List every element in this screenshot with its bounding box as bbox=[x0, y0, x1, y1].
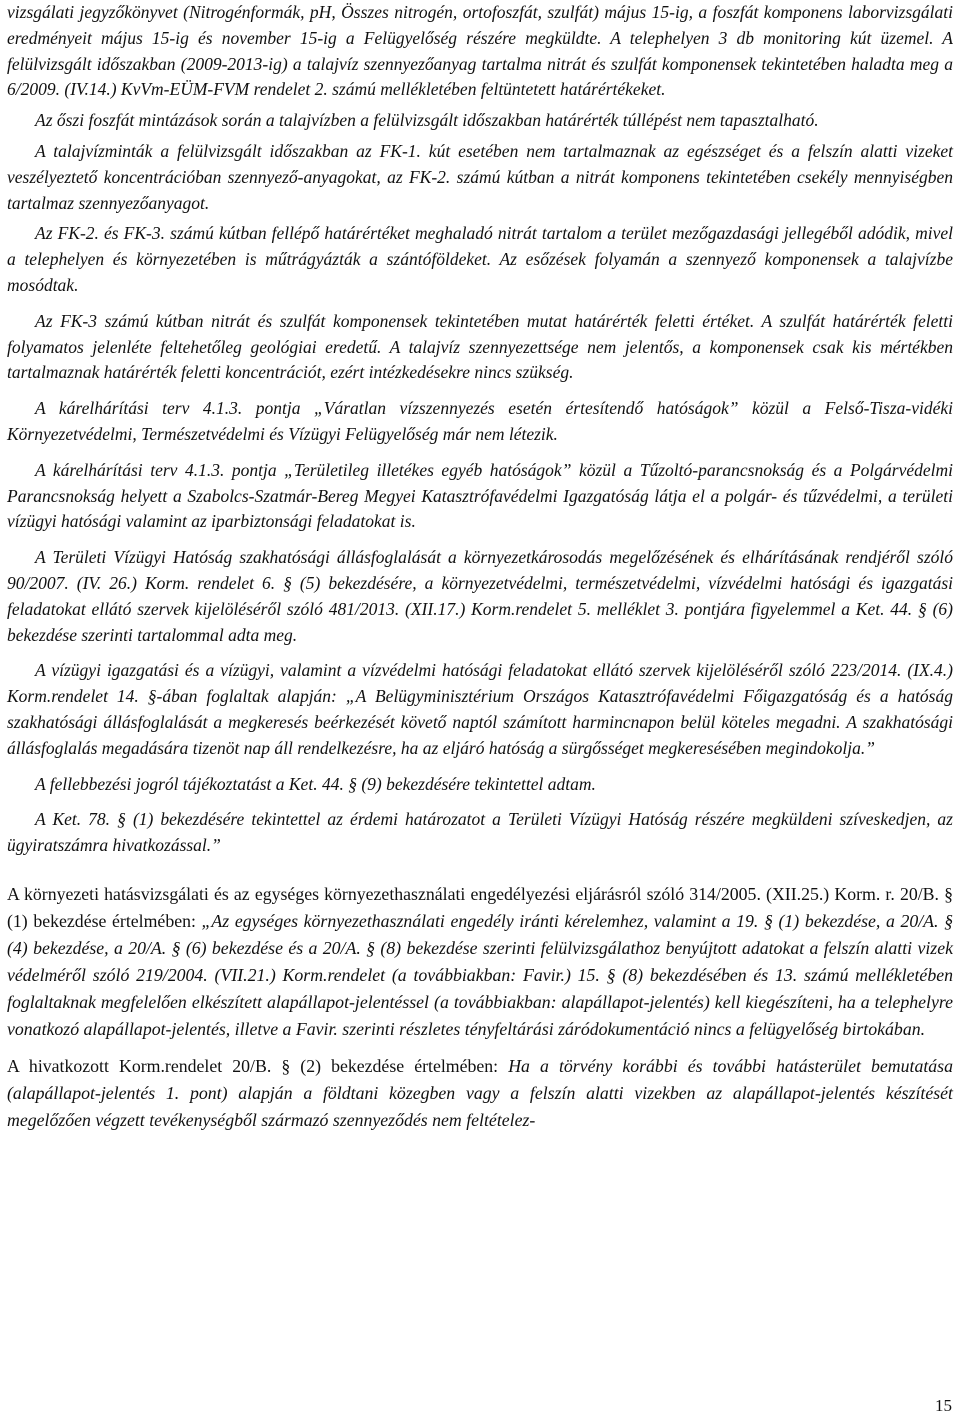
paragraph-11: A Ket. 78. § (1) bekezdésére tekintettel az érdemi határozatot a Területi Vízügyi Hatóság részére megküldeni szíveskedjen, az ügyiratszámra hivatkozással.” bbox=[7, 809, 953, 856]
paragraph-7: A kárelhárítási terv 4.1.3. pontja „Területileg illetékes egyéb hatóságok” közül a Tűzoltó-parancsnokság és a Polgárvédelmi Parancsnokság helyett a Szabolcs-Szatmár-Bereg Megyei Katasztrófavédelmi Igazgatóság látja el a polgár- és tűzvédelmi, a területi vízügyi hatósági valamint az iparbiztonsági feladatokat is. bbox=[7, 459, 953, 532]
paragraph-12-lead: A környezeti hatásvizsgálati és az egységes környezethasználati engedélyezési eljárásról szóló 314/2005. (XII.25.) Korm. r. 20/B. § (1) bekezdése értelmében: bbox=[7, 883, 953, 931]
paragraph-5: Az FK-3 számú kútban nitrát és szulfát komponensek tekintetében mutat határérték feletti értéket. A szulfát határérték feletti folyamatos jelenléte feltehetőleg geológiai eredetű. A talajvíz szennyezettsége nem jelentős, a komponensek csak kis mértékben tartalmaznak határérték feletti koncentrációt, ezért intézkedésekre nincs szükség. bbox=[7, 310, 953, 383]
paragraph-2: Az őszi foszfát mintázások során a talajvízben a felülvizsgált időszakban határérték túllépést nem tapasztalható. bbox=[35, 110, 819, 131]
paragraph-13-lead: A hivatkozott Korm.rendelet 20/B. § (2) bekezdése értelmében: bbox=[7, 1055, 509, 1076]
paragraph-3: A talajvízminták a felülvizsgált időszakban az FK-1. kút esetében nem tartalmaznak az egészséget és a felszín alatti vizeket veszélyeztető koncentrációban szennyező-anyagokat, az FK-2. számú kútban a nitrát komponens tekintetében csekély mennyiségben tartalmaz szennyezőanyagot. bbox=[7, 140, 953, 213]
paragraph-12 bbox=[7, 881, 953, 1043]
paragraph-9: A vízügyi igazgatási és a vízügyi, valamint a vízvédelmi hatósági feladatokat ellátó szervek kijelöléséről szóló 223/2014. (IX.4.) Korm.rendelet 14. §-ában foglaltak alapján: „A Belügyminisztérium Országos Katasztrófavédelmi Főigazgatóság és a hatóság szakhatósági állásfoglalását a megkeresés beérkezését követő naptól számított harmincnapon belül köteles megadni. A szakhatósági állásfoglalás megadására tizenöt nap áll rendelkezésre, ha az eljáró hatóság a sürgősséget megkeresésében megindokolja.” bbox=[7, 660, 953, 758]
paragraph-1: vizsgálati jegyzőkönyvet (Nitrogénformák, pH, Összes nitrogén, ortofoszfát, szulfát) május 15-ig, a foszfát komponens laborvizsgálati eredményeit május 15-ig és november 15-ig a Felügyelőség részére megküldte. A telephelyen 3 db monitoring kút üzemel. A felülvizsgált időszakban (2009-2013-ig) a talajvíz szennyezőanyag tartalma nitrát és szulfát komponensek tekintetében haladta meg a 6/2009. (IV.14.) KvVm-EÜM-FVM rendelet 2. számú mellékletében feltüntetett határértékeket. bbox=[7, 2, 953, 100]
paragraph-10: A fellebbezési jogról tájékoztatást a Ket. 44. § (9) bekezdésére tekintettel adtam. bbox=[35, 773, 596, 794]
paragraph-12-quote: „Az egységes környezethasználati engedély iránti kérelemhez, valamint a 19. § (1) bekezdése, a 20/A. § (4) bekezdése, a 20/A. § (6) bekezdése és a 20/A. § (8) bekezdése szerinti felülvizsgálathoz benyújtott adatokat a felszín alatti vizek védelméről szóló 219/2004. (VII.21.) Korm.rendelet (a továbbiakban: Favir.) 15. § (8) bekezdésében és 13. számú mellékletében foglaltaknak megfelelően elkészített alapállapot-jelentéssel (a továbbiakban: alapállapot-jelentés) kell kiegészíteni, ha a telephelyre vonatkozó alapállapot-jelentés, illetve a Favir. szerinti részletes tényfeltárási záródokumentáció nincs a felügyelőség birtokában. bbox=[7, 910, 953, 1039]
paragraph-4: Az FK-2. és FK-3. számú kútban fellépő határértéket meghaladó nitrát tartalom a terület mezőgazdasági jellegéből adódik, mivel a telephelyen és környezetében is műtrágyázták a szántóföldeket. Az esőzések folyamán a szennyező komponensek a talajvízbe mosódtak. bbox=[7, 223, 953, 295]
page-number: 15 bbox=[935, 1396, 952, 1415]
paragraph-13-quote: Ha a törvény korábbi és további hatásterület bemutatása (alapállapot-jelentés 1. pont) alapján a földtani közegben vagy a felszín alatti vizekben az alapállapot-jelentés készítését megelőzően végzett tevékenységből származó szennyeződés nem feltételez- bbox=[7, 1055, 953, 1130]
paragraph-13 bbox=[7, 1053, 953, 1134]
paragraph-6: A kárelhárítási terv 4.1.3. pontja „Váratlan vízszennyezés esetén értesítendő hatóságok” közül a Felső-Tisza-vidéki Környezetvédelmi, Természetvédelmi és Vízügyi Felügyelőség már nem létezik. bbox=[7, 398, 953, 444]
paragraph-8: A Területi Vízügyi Hatóság szakhatósági állásfoglalását a környezetkárosodás megelőzésének és elhárításának rendjéről szóló 90/2007. (IV. 26.) Korm. rendelet 6. § (5) bekezdésére, a környezetvédelmi, természetvédelmi, vízvédelmi hatósági és igazgatási feladatokat ellátó szervek kijelöléséről szóló 481/2013. (XII.17.) Korm.rendelet 5. melléklet 3. pontjára figyelemmel a Ket. 44. § (6) bekezdése szerinti tartalommal adta meg. bbox=[7, 547, 953, 645]
